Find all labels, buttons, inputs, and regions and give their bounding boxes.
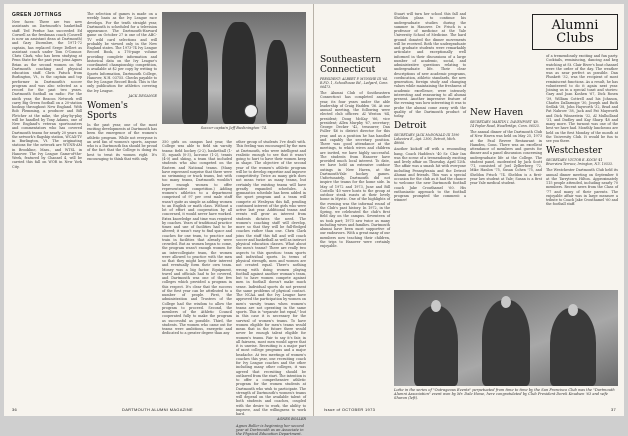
right-col-1	[320, 52, 390, 404]
new-haven-meta: SECRETARY: MARTIN I. DAVENPORT '48. 14 Poplar Road, Woodbridge, Conn. 06525.	[470, 120, 540, 128]
soccer-photo	[162, 12, 306, 124]
right-page	[314, 4, 624, 416]
author-note: Agnes Boller is beginning her second year at Dartmouth as an Associate in the Physical Education Department.	[236, 424, 305, 436]
right-col-4	[546, 54, 618, 286]
westchester-heading: Westchester	[546, 146, 603, 157]
new-haven-text-cont: Stuart will turn her school this fall and Sheldon plans to continue his undergraduate studies during the summer in Hanover. Dr. Frisch is a professor of medicine at the Yale University School of Medicine. The hard ground donated the dinner movements will be received. Both the undergraduate and graduate students were remarkably articulate and exceptionally well informed in their discussions of a large number of academic, social, and administrative questions relating to undergraduate life. Their clear descriptions of new academic programs, coeducation, athletic standards, the new generation, foreign study and changing values while maintaining the freshness of academic excellence, were intensely interesting and reassuring to all alumni present. Another impressive feature of the evening was how interesting it was to probe the alumni come away with the quality of the Dartmouth product of today.	[394, 12, 466, 118]
magazine-spread	[4, 4, 624, 436]
westchester-text: The Westchester Dartmouth Club held its annual dinner meeting on September 8 at the Tarrytown Hilton. Approximately 115 people attended, including nearly 70 members. Recent news from the Class of '77 and many of their parents. The enjoyable affair was in large measure a tribute to Coach Jake Crouthamel '60 and the football staff.	[546, 168, 618, 207]
women-sports-heading: Women's Sports	[87, 100, 128, 121]
left-col-1	[12, 12, 82, 169]
southeastern-ct-heading: Southeastern Connecticut	[320, 55, 382, 75]
right-page-number: 37	[610, 407, 616, 412]
detroit-heading: Detroit	[394, 121, 427, 132]
left-page-number: 36	[12, 407, 18, 412]
issue-label: Issue of OCTOBER 1973	[324, 407, 376, 412]
left-col-photo	[162, 12, 306, 130]
jottings-text: New faces: There are two new assistants on Dartmouth's basketball staff. Ted Perdue has succeeded Ed Coswell as the freshman coach (Coswell is now an assistant dean at Dartmouth) and Gary Dicembre, the 1971-72 captain, has replaced Serge Dellert as assistant coach under Tom O'Connor. Chris Clark, who has been studying at Penn State for the past year, joins Agnes Brian as the second women on the Dartmouth coaching and physical education staff. Chris Patsch from Burlington, Vt., is the captain and top performer in Dartmouth's soccer program and was also selected as a record for the past two years. Dartmouth football on radio: For the ninth year, the Beacon Network will carry Big Green football on a 20-station hookup throughout New England. With Bob Flemming, a producer and Bill Fletcher at the mike, the play-by-play will be handled by Tony Adams, one of New England's veteran sportscasters and commentators who has covered Dartmouth teams for nearly 20 years on the network's flagship station, WCAX-TV in Burlington, Vt. The originating stations for the network are WUNR-AM in Brookline, Mass., and WTSL in Hanover. The Ivy League Game-of-the-Week, featured by Channel 4, will be carried this fall on WOR in New York City.	[12, 20, 82, 169]
new-haven-heading: New Haven	[470, 108, 524, 118]
southeastern-ct-text: The Alumni Club of Southeastern Connecticut has completed another year, its four years under the able leadership of Craig Hadden '36. At our annual meeting, the following were elected club officers: Al Weston '64, president; Doug McKay '66, vice president; Allen Murphy '67, secretary; George Decker '42, treasurer; Dan Fuller '46 is district director for this year, and as a position he has handled and capably the secretary position. There was good attendance at the meetings, to which wives and children are invited, we have highly successful. The students from Hanover have provided much local interest. To date, we have held an extensive outdoor outings in New Haven, at the Dartmouth-Yale hockey games. Unfortunately, Dartmouth did not inspire the teams for the home side. In May of 1972 and 1973, June and Bill Costello '40 were hosts to the group at outdoor steak roasts at their lovely home in Mystic. One of the highlights of the evening was the informal round of the Club's past history. In 1972, in the Spring, we celebrated the club's first field day on the campus. Seventeen of us took part; 1973 saw twice as many including wives and families. Dartmouth alumni have been most supportive of our endeavors. With a great many of our members now teaching their children, the trips to Hanover were certainly enjoyable.	[320, 91, 390, 248]
detroit-text-cont: of a tremendously exciting and fun party. Cocktails, reminiscing, dancing and keg watching at St. Clair River's boat channel were the order of the day. The weather was as near perfect as possible. Dan Plunkett '32, was the recipient of most reminiscent functions. As a result, he has volunteered to do it again next year. Joining us in a special toast and stories: Gary and Joan Koshen '67, Dick Rosen '39, William Cottrell and his Johnson, Charles Dallarmige '30, Joseph and Ruth Sedlak '38, John Hayworth '32, Brad and Pat Nahrow '38, Jack and Pat Mayworth and Dick Winnestein '32, Al Mulholland '31, and Dudley and Kay Sharp '48 and many more. The turnout was one of the best we have had. Monthly luncheons are held on the first Monday of the month at the University Club. It would be fun to see you there.	[546, 54, 618, 143]
clubs-photo-caption: Lotte in the series of "Outrageous Events" perpetuated from time to time by the San Francisco Club was the "Dartmouth Alumni Association" event won by Mr. Dale Howe, here congratulated by Club President Derek Knudsen '63 and wife Sharon (left).	[394, 388, 615, 400]
southeastern-ct-meta: PRESIDENT: ALBERT P. MUNSHE III '64. R.F.D. 1, Schoolhouse Rd., Ledyard, Conn. 06473.	[320, 77, 389, 89]
right-col-2	[394, 12, 466, 286]
title-line-1: Alumni	[551, 18, 599, 33]
left-page	[4, 4, 314, 436]
clubs-photo	[394, 290, 618, 386]
alumni-clubs-title	[532, 14, 618, 50]
right-col-3	[470, 12, 542, 286]
title-line-2: Clubs	[556, 31, 594, 46]
detroit-text: Another kickoff off with a resounding bang. Coach Hadden's '40 Sr. Clair Inn was the scene of a tremendously exciting and lively affair on Thursday, April 12th. The affair was a smash hit with everyone including Pennsylvania and the Detroit Alumni and friends. This was a special occasion for the club as it had the chance to welcome the new Dartmouth football coach Jake Crouthamel '60. His enthusiastic approach to the football program prompted the comment: a winner!	[394, 147, 466, 203]
women-sports-text: In the past year, one of the most exciting developments at Dartmouth has been the emergence of the women's athletic program. While not everyone is an avid fan of women's sports, anyone who is a Dartmouth fan should be proud of the fact that the College is doing its best to treat its women right. It's encouraging to think that with only	[87, 122, 157, 161]
women-sports-byline: AGNES BOLLER	[277, 417, 306, 422]
left-col-3	[162, 140, 232, 402]
jottings-text-cont: The selection of games is made on a weekly basis as the Ivy League race develops. For the tenth straight year, Dartmouth is scheduled for a television appearance. The Dartmouth-Harvard game on October 27 is one of the ABC-TV wild card selections and will probably be viewed only in the New England states. The 1973-74 Ivy League Record Book, a 176-page volume providing complete information and historical data on the Ivy League's coordinated championship competition, is available at $2 per copy by writing to Sports Information, Dartmouth College, Hanover, N.H. 03755. Checks payable to the Ivy League Record Book. This is the only publication for athletics covering the Ivy League.	[87, 12, 157, 93]
westchester-meta: SECRETARY: VICTOR E. KOCH '41 Riverview Terrace, Irvington, N.Y. 10533.	[546, 158, 613, 167]
magazine-name: DARTMOUTH ALUMNI MAGAZINE	[122, 407, 193, 412]
right-photo-block	[394, 290, 618, 400]
section-title: GREEN JOTTINGS	[12, 12, 62, 18]
left-col-4	[236, 140, 306, 436]
new-haven-text: The annual dinner of the Dartmouth Club of New Haven was held on May 25, 1973 at the Paul Revere Restaurant in Hamden, Conn. There was an excellent attendance of members and guests for dinner and a panel discussion concerning undergraduate life at the College. The student panel, moderated by Jack Scott '71, consisted of Joel Zylberberg '72, Mike Hanlon '75, Susan Cohen '75, and Sheldon Frisch '74. Sheldon is a first-year law student at Yale; Susan is a first year Yale medical student.	[470, 130, 542, 185]
soccer-photo-caption: Soccer captain Jeff Bushnington '74.	[200, 126, 268, 130]
women-sports-text-end: other group of students I've dealt with. This feeling was encouraged by the men at Dartmouth, who were intelligent and realistic enough to see that it wasn't going to hurt to have their women keep in shape. The objective of the second year of the women's athletic program will be to develop expertise and improve competitivity. Twice as many girls does not mean twice as many teams, but certainly the existing teams will have greatly expanded schedules. A gymnastics schedule has been added in the sport program and a team will compete at Wesleyan this fall, pending continued interest of the girls who were active last year. Additional teams and events will grow as interest from students dictates the need. The women's coaching staff will develop, more so that they will be full-fledged coaches rather than one. Chris Clark joins the staff this fall and will coach soccer and basketball as well as instruct physical education classes. What about the men's teams? There are really two aspects to this question: team sports and individual sports. In terms of physical strength, men and women are not created equal. There's nothing wrong with doing women playing football against another woman's team, but to have women compete against men in football doesn't make much sense. Individual sports do not present the same problems of physical contact. The NCAA and the Ivy League have approved the participation by women on men's varsity teams when women's teams are not operating in the same sports. This is "separate but equal," but in this case it is necessary for the survival of women's teams. To have women eligible for men's teams would mean that in the future there would never be enough talent eligible for women's teams. Fair to say it's fair, in all fairness, most men would agree that it is unwise. Recruiting is a major part of most college programs and a major headache. At two meetings of women's coaches this year, one recruiting coach for Ivy League coaches and the other including many other colleges, it was agreed that recruiting should be outlawed from the start. The intention is to offer a comprehensive athletic program for the women students at Dartmouth who wish to participate. The strength of Dartmouth's women's teams will depend on the available talent of both students and coaches, coupled with the desire to work, the ability to improve, and the willingness to work hard.	[236, 140, 306, 416]
detroit-meta: SECRETARY: JACK McDONALD III 1590 Lakeview E., Apt. 2300, Detroit, Mich. 48066.	[394, 133, 460, 146]
left-col-2	[87, 12, 157, 161]
women-sports-text-cont: 350 girls on campus last year, the College was able to field six varsity teams: field hockey (2-2), basketball (1-5), squash (0-3), lacrosse (1-2), tennis (4-0) and skiing, a team that included students who also competed on the Eastern and National teams. (Many have expressed surprise that there were no swimming or track teams, but with too many teams, Dartmouth wouldn't have enough women to offer representative competition.) Adding women's athletics to a department comprised of 97 per cent male staff wasn't quite as simple as adding women to an English or math class. Without a lot of effort and cooperation by all concerned, it would never have worked. Extra knowledge and time was required by coaches. Years of traditional practice times and use of facilities had to be altered; it wasn't easy to find space and coaches for one team, to practice and train in facilities that already were crowded. But as women began to come, the program wasn't enough women for an intercollegiate team, the women were allowed to practice with the men so that they might keep their interest and eventually form their own team. Money was a big factor. Equipment, travel and officials had to be covered, and Dartmouth was one of the few colleges which provided a program in this respect. It's clear that the success of the first year can be attributed to a number of people. First, the administration and Trustees of the College had the wisdom to allow the program to proceed. Second, the members of the Athletic Council cooperated fully to make the program as successful as possible. Third, the students. The women who came out for teams were ambitious, energetic and dedicated to a greater degree than any	[162, 140, 232, 336]
jottings-byline: JACK DEGANGE	[128, 93, 157, 98]
